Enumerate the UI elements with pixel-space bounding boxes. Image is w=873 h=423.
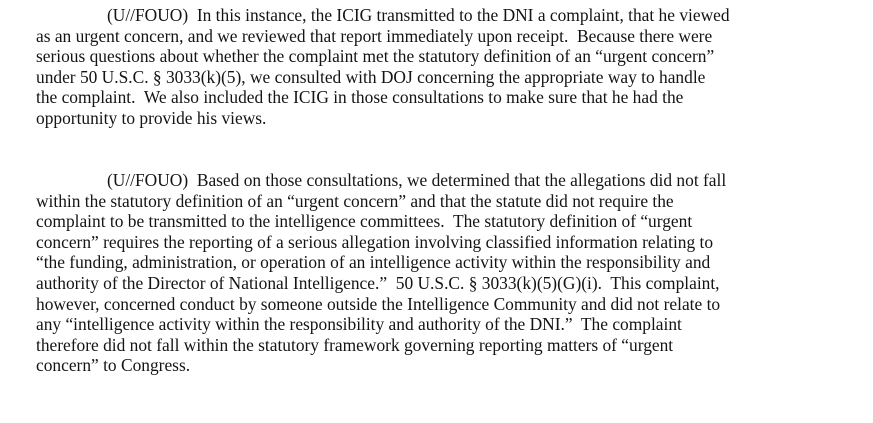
paragraph-2-line: complaint to be transmitted to the intelligence committees. The statutory definition of “urgent (36, 211, 693, 232)
paragraph-1-line: opportunity to provide his views. (36, 107, 267, 128)
paragraph-2-line: authority of the Director of National Intelligence.” 50 U.S.C. § 3033(k)(5)(G)(i). This complaint, (36, 272, 720, 293)
paragraph-1-line: as an urgent concern, and we reviewed that report immediately upon receipt. Because there were (36, 25, 713, 46)
paragraph-1-line: under 50 U.S.C. § 3033(k)(5), we consulted with DOJ concerning the appropriate way to handle (36, 66, 706, 87)
paragraph-2-line: “the funding, administration, or operation of an intelligence activity within the responsibility and (36, 252, 711, 273)
paragraph-1 (36, 5, 866, 129)
paragraph-2-line: concern” to Congress. (36, 355, 191, 376)
paragraph-2 (36, 170, 866, 376)
paragraph-1-line: the complaint. We also included the ICIG in those consultations to make sure that he had the (36, 87, 684, 108)
paragraph-2-line: therefore did not fall within the statutory framework governing reporting matters of “urgent (36, 334, 674, 355)
paragraph-2-line: concern” requires the reporting of a serious allegation involving classified information relating to (36, 231, 714, 252)
paragraph-1-line: (U//FOUO) In this instance, the ICIG transmitted to the DNI a complaint, that he viewed (107, 5, 730, 25)
paragraph-2-line: any “intelligence activity within the responsibility and authority of the DNI.” The complaint (36, 314, 682, 335)
paragraph-2-line: however, concerned conduct by someone outside the Intelligence Community and did not relate to (36, 293, 721, 314)
paragraph-2-line: (U//FOUO) Based on those consultations, we determined that the allegations did not fall (107, 170, 727, 190)
paragraph-1-line: serious questions about whether the complaint met the statutory definition of an “urgent concern” (36, 46, 715, 67)
paragraph-2-line: within the statutory definition of an “urgent concern” and that the statute did not require the (36, 190, 674, 211)
